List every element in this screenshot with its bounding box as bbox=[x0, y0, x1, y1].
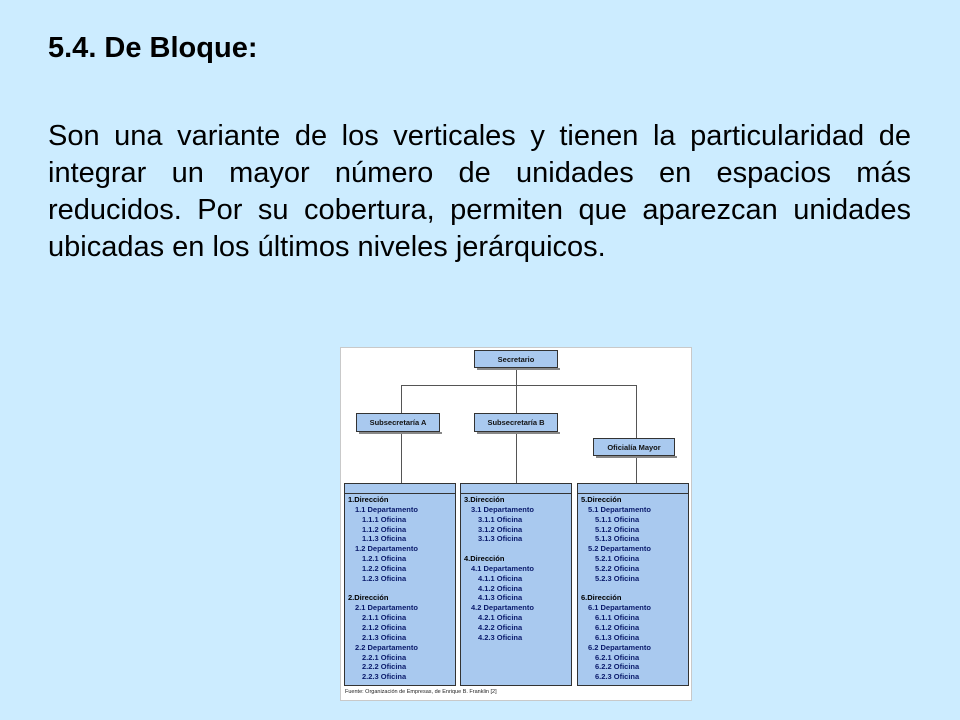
org-chart-figure bbox=[340, 347, 692, 701]
node-secretario: Secretario bbox=[474, 350, 558, 368]
source-caption: Fuente: Organización de Empresas, de Enrique B. Franklin [2] bbox=[345, 689, 497, 695]
block-list bbox=[345, 494, 455, 682]
block-line: 2.2.2 Oficina bbox=[362, 662, 407, 672]
block-line: 3.1.1 Oficina bbox=[478, 514, 523, 524]
block-column-2 bbox=[460, 483, 572, 686]
block-line: 5.2 Departamento bbox=[588, 544, 651, 554]
block-line: 6.2.3 Oficina bbox=[595, 672, 640, 682]
connector-drop-a bbox=[401, 385, 402, 413]
block-line: 5.1.2 Oficina bbox=[595, 524, 640, 534]
block-line: 1.Dirección bbox=[348, 495, 389, 504]
block-line: 1.2.1 Oficina bbox=[362, 554, 407, 564]
block-line bbox=[581, 584, 688, 594]
block-line: 1.1 Departamento bbox=[355, 504, 418, 514]
slide-title: 5.4. De Bloque: bbox=[48, 32, 258, 64]
block-line: 5.1.1 Oficina bbox=[595, 514, 640, 524]
block-line: 2.1 Departamento bbox=[355, 603, 418, 613]
block-line: 5.2.2 Oficina bbox=[595, 563, 640, 573]
block-header bbox=[578, 484, 688, 494]
block-line: 6.Dirección bbox=[581, 593, 622, 603]
connector-c-block bbox=[636, 456, 637, 483]
block-line: 2.1.2 Oficina bbox=[362, 622, 407, 632]
block-line: 4.1.1 Oficina bbox=[478, 573, 523, 583]
connector-horizontal bbox=[401, 385, 636, 386]
block-line: 6.1 Departamento bbox=[588, 603, 651, 613]
block-column-1 bbox=[344, 483, 456, 686]
block-line: 1.1.3 Oficina bbox=[362, 534, 407, 544]
block-line: 4.2.1 Oficina bbox=[478, 613, 523, 623]
block-line: 5.1.3 Oficina bbox=[595, 534, 640, 544]
connector-top-vertical bbox=[516, 368, 517, 386]
block-line: 4.Dirección bbox=[464, 554, 505, 564]
block-list bbox=[578, 494, 688, 682]
connector-b-block bbox=[516, 432, 517, 483]
block-line: 5.Dirección bbox=[581, 495, 622, 504]
block-line: 6.1.1 Oficina bbox=[595, 613, 640, 623]
block-line: 5.2.1 Oficina bbox=[595, 554, 640, 564]
block-line: 4.2.2 Oficina bbox=[478, 622, 523, 632]
block-line: 4.2.3 Oficina bbox=[478, 632, 523, 642]
block-column-3 bbox=[577, 483, 689, 686]
block-line bbox=[348, 584, 455, 594]
block-line: 4.1.3 Oficina bbox=[478, 593, 523, 603]
block-line: 1.2.3 Oficina bbox=[362, 573, 407, 583]
block-line: 2.2.1 Oficina bbox=[362, 652, 407, 662]
block-line: 3.1.3 Oficina bbox=[478, 534, 523, 544]
block-line: 2.2.3 Oficina bbox=[362, 672, 407, 682]
block-line: 3.1.2 Oficina bbox=[478, 524, 523, 534]
block-header bbox=[461, 484, 571, 494]
block-line: 6.2.2 Oficina bbox=[595, 662, 640, 672]
block-line bbox=[464, 544, 571, 554]
block-line: 6.1.2 Oficina bbox=[595, 622, 640, 632]
block-line: 6.1.3 Oficina bbox=[595, 632, 640, 642]
block-header bbox=[345, 484, 455, 494]
connector-drop-c bbox=[636, 385, 637, 439]
block-line: 2.Dirección bbox=[348, 593, 389, 603]
block-line: 5.2.3 Oficina bbox=[595, 573, 640, 583]
block-line: 6.2 Departamento bbox=[588, 642, 651, 652]
block-line: 3.Dirección bbox=[464, 495, 505, 504]
block-line: 1.1.2 Oficina bbox=[362, 524, 407, 534]
connector-a-block bbox=[401, 432, 402, 483]
connector-drop-b bbox=[516, 385, 517, 413]
block-line: 1.1.1 Oficina bbox=[362, 514, 407, 524]
node-oficialia-mayor: Oficialía Mayor bbox=[593, 438, 675, 456]
block-line: 2.2 Departamento bbox=[355, 642, 418, 652]
block-list bbox=[461, 494, 571, 643]
slide-body-text: Son una variante de los verticales y tienen la particularidad de integrar un mayor número de unidades en espacios más reducidos. Por su cobertura, permiten que aparezcan unidades ubicadas en los últimos niveles jerárquicos. bbox=[48, 120, 911, 263]
block-line: 2.1.3 Oficina bbox=[362, 632, 407, 642]
block-line: 6.2.1 Oficina bbox=[595, 652, 640, 662]
block-line: 1.2 Departamento bbox=[355, 544, 418, 554]
node-subsecretaria-a: Subsecretaría A bbox=[356, 413, 440, 432]
block-line: 1.2.2 Oficina bbox=[362, 563, 407, 573]
node-subsecretaria-b: Subsecretaría B bbox=[474, 413, 558, 432]
block-line: 4.1.2 Oficina bbox=[478, 583, 523, 593]
block-line: 4.2 Departamento bbox=[471, 603, 534, 613]
block-line: 4.1 Departamento bbox=[471, 563, 534, 573]
block-line: 5.1 Departamento bbox=[588, 504, 651, 514]
block-line: 3.1 Departamento bbox=[471, 504, 534, 514]
block-line: 2.1.1 Oficina bbox=[362, 613, 407, 623]
